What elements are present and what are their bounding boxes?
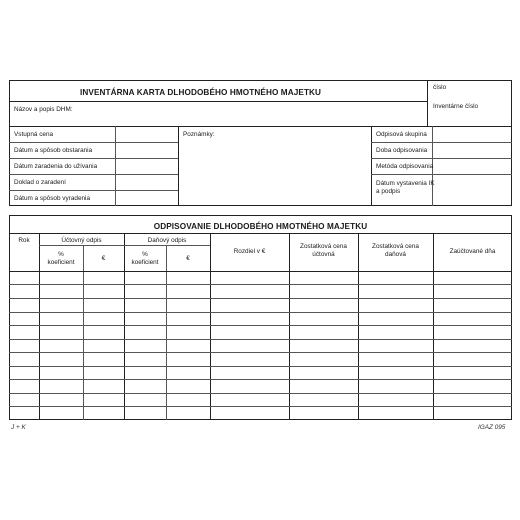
- subcol-acc-coefficient: koeficient: [47, 259, 75, 266]
- table-row-rule: [9, 393, 512, 394]
- left-field-rule: [9, 190, 178, 191]
- col-header-residual-tax-1: Zostatková cena: [372, 243, 419, 250]
- subcol-acc-euro: €: [101, 255, 106, 262]
- name-label: Názov a popis DHM:: [14, 106, 73, 113]
- col-header-difference: Rozdiel v €: [233, 248, 266, 255]
- footer-right-code: IGAZ 095: [478, 424, 506, 431]
- col-header-tax: Daňový odpis: [147, 237, 187, 244]
- subcol-tax-percent: %: [142, 251, 148, 258]
- field-label-depreciation-period: Doba odpisovania: [376, 147, 428, 154]
- field-label-depreciation-method: Metóda odpisovania: [376, 163, 434, 170]
- table-row-rule: [9, 284, 512, 285]
- field-label-issue-date: Dátum vystavenia IK: [376, 180, 435, 187]
- subheader-rule: [39, 245, 210, 246]
- subcol-acc-percent: %: [58, 251, 64, 258]
- right-field-rule: [371, 174, 512, 175]
- table-row-rule: [9, 298, 512, 299]
- col-header-posted: Zaúčtované dňa: [449, 248, 496, 255]
- col-header-residual-acc-1: Zostatková cena: [300, 243, 347, 250]
- table-row-rule: [9, 325, 512, 326]
- table-row-rule: [9, 339, 512, 340]
- field-label-acquisition: Dátum a spôsob obstarania: [14, 147, 93, 154]
- header-bottom-rule: [9, 271, 512, 272]
- col-header-accounting: Účtovný odpis: [61, 237, 102, 244]
- col-header-residual-tax-2: daňová: [385, 251, 406, 258]
- cislo-label: číslo: [433, 84, 447, 91]
- field-label-disposal: Dátum a spôsob vyradenia: [14, 195, 91, 202]
- table-row-rule: [9, 406, 512, 407]
- field-label-commissioning: Dátum zaradenia do užívania: [14, 163, 98, 170]
- field-label-document: Doklad o zaradení: [14, 179, 66, 186]
- field-label-signature: a podpis: [376, 188, 401, 195]
- col-divider: [358, 233, 359, 420]
- notes-label: Poznámky:: [183, 131, 215, 138]
- subcol-tax-coefficient: koeficient: [131, 259, 159, 266]
- field-label-entry-price: Vstupná cena: [14, 131, 54, 138]
- field-label-depreciation-group: Odpisová skupina: [376, 131, 427, 138]
- col-divider: [289, 233, 290, 420]
- left-label-divider: [115, 126, 116, 206]
- right-field-rule: [371, 158, 512, 159]
- subcol-tax-euro: €: [186, 255, 190, 262]
- depreciation-title-divider: [9, 233, 512, 234]
- col-divider: [433, 233, 434, 420]
- card-number-divider: [427, 80, 428, 126]
- left-field-rule: [9, 142, 178, 143]
- col-header-year: Rok: [18, 237, 30, 244]
- inventory-number-label: Inventárne číslo: [433, 103, 479, 110]
- card-title-divider: [9, 101, 427, 102]
- left-field-rule: [9, 158, 178, 159]
- right-block-divider: [371, 126, 372, 206]
- col-divider: [210, 233, 211, 420]
- depreciation-title: ODPISOVANIE DLHODOBÉHO HMOTNÉHO MAJETKU: [153, 222, 368, 231]
- table-row-rule: [9, 352, 512, 353]
- right-field-rule: [371, 142, 512, 143]
- table-row-rule: [9, 379, 512, 380]
- card-title: INVENTÁRNA KARTA DLHODOBÉHO HMOTNÉHO MAJETKU: [80, 88, 322, 97]
- left-block-divider: [178, 126, 179, 206]
- footer-left-code: J + K: [11, 424, 26, 431]
- table-row-rule: [9, 366, 512, 367]
- left-field-rule: [9, 174, 178, 175]
- col-header-residual-acc-2: účtovná: [312, 251, 335, 258]
- table-row-rule: [9, 312, 512, 313]
- inventory-card-box: [9, 80, 512, 206]
- name-row-divider: [9, 126, 512, 127]
